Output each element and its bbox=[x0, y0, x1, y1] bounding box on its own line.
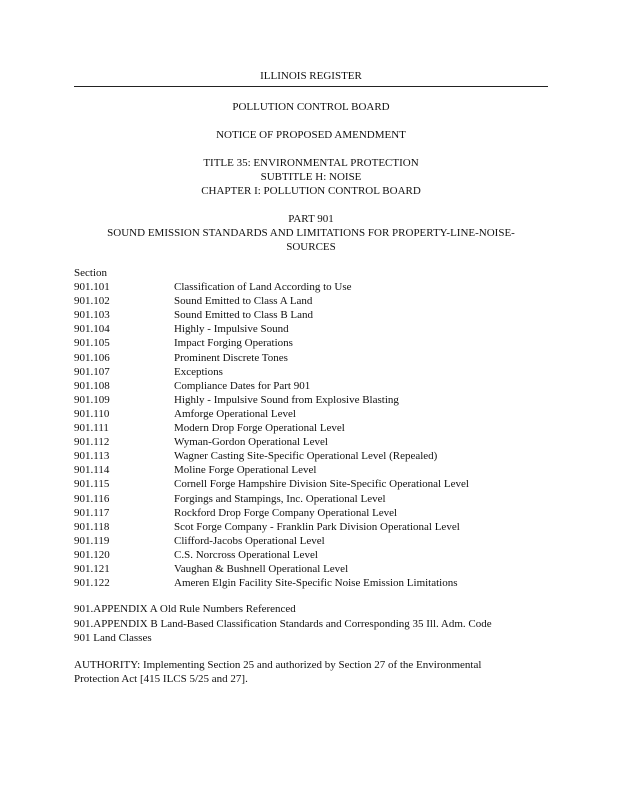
section-title: Cornell Forge Hampshire Division Site-Specific Operational Level bbox=[174, 478, 469, 491]
section-title: Ameren Elgin Facility Site-Specific Noise Emission Limitations bbox=[174, 577, 458, 590]
authority-line2: Protection Act [415 ILCS 5/25 and 27]. bbox=[74, 673, 248, 685]
section-title: Sound Emitted to Class B Land bbox=[174, 309, 314, 322]
toc-row bbox=[74, 493, 548, 507]
toc-row bbox=[74, 394, 548, 408]
section-title: Vaughan & Bushnell Operational Level bbox=[174, 562, 349, 575]
section-number: 901.104 bbox=[74, 323, 110, 336]
toc-row bbox=[74, 309, 548, 323]
board-name: POLLUTION CONTROL BOARD bbox=[232, 101, 390, 113]
section-title: Modern Drop Forge Operational Level bbox=[174, 422, 345, 435]
table-of-contents bbox=[74, 267, 548, 591]
section-title: Wagner Casting Site-Specific Operational Level (Repealed) bbox=[174, 450, 438, 463]
section-title: Highly - Impulsive Sound from Explosive Blasting bbox=[174, 393, 399, 406]
toc-row bbox=[74, 464, 548, 478]
section-number: 901.115 bbox=[74, 478, 110, 491]
toc-row bbox=[74, 535, 548, 549]
section-title: Scot Forge Company - Franklin Park Division Operational Level bbox=[174, 520, 460, 533]
section-number: 901.105 bbox=[74, 337, 110, 350]
section-title: Wyman-Gordon Operational Level bbox=[174, 436, 328, 449]
section-number: 901.120 bbox=[74, 548, 110, 561]
chapter-line: CHAPTER I: POLLUTION CONTROL BOARD bbox=[201, 185, 421, 197]
toc-label: Section bbox=[74, 267, 107, 279]
appendix-a: 901.APPENDIX A Old Rule Numbers Referenced bbox=[74, 603, 296, 615]
section-number: 901.118 bbox=[74, 520, 110, 533]
title-line: TITLE 35: ENVIRONMENTAL PROTECTION bbox=[203, 157, 419, 169]
toc-row bbox=[74, 366, 548, 380]
part-heading-line2: SOURCES bbox=[286, 241, 336, 253]
toc-row bbox=[74, 337, 548, 351]
section-title: Sound Emitted to Class A Land bbox=[174, 295, 313, 308]
section-number: 901.110 bbox=[74, 407, 110, 420]
section-number: 901.106 bbox=[74, 351, 110, 364]
section-title: C.S. Norcross Operational Level bbox=[174, 548, 318, 561]
toc-row bbox=[74, 577, 548, 591]
toc-row bbox=[74, 507, 548, 521]
section-number: 901.109 bbox=[74, 393, 110, 406]
toc-row bbox=[74, 422, 548, 436]
section-number: 901.116 bbox=[74, 492, 110, 505]
section-title: Clifford-Jacobs Operational Level bbox=[174, 534, 325, 547]
appendix-b-line1: 901.APPENDIX B Land-Based Classification Standards and Corresponding 35 Ill. Adm. Code bbox=[74, 618, 492, 630]
section-title: Exceptions bbox=[174, 365, 223, 378]
toc-row bbox=[74, 450, 548, 464]
toc-row bbox=[74, 323, 548, 337]
toc-row bbox=[74, 281, 548, 295]
section-number: 901.101 bbox=[74, 281, 110, 294]
section-title: Compliance Dates for Part 901 bbox=[174, 379, 311, 392]
toc-row bbox=[74, 549, 548, 563]
section-number: 901.108 bbox=[74, 379, 110, 392]
part-number: PART 901 bbox=[288, 213, 334, 225]
section-number: 901.119 bbox=[74, 534, 110, 547]
section-number: 901.121 bbox=[74, 562, 110, 575]
toc-row bbox=[74, 352, 548, 366]
section-number: 901.117 bbox=[74, 506, 110, 519]
section-title: Rockford Drop Forge Company Operational Level bbox=[174, 506, 398, 519]
part-heading-line1: SOUND EMISSION STANDARDS AND LIMITATIONS FOR PROPERTY-LINE-NOISE- bbox=[107, 227, 515, 239]
toc-row bbox=[74, 563, 548, 577]
section-number: 901.122 bbox=[74, 577, 110, 590]
section-number: 901.107 bbox=[74, 365, 110, 378]
register-title: ILLINOIS REGISTER bbox=[260, 70, 362, 82]
section-number: 901.113 bbox=[74, 450, 110, 463]
appendix-b-line2: 901 Land Classes bbox=[74, 632, 152, 644]
toc-row bbox=[74, 436, 548, 450]
header-divider bbox=[74, 86, 548, 87]
section-number: 901.112 bbox=[74, 436, 110, 449]
subtitle-line: SUBTITLE H: NOISE bbox=[260, 171, 362, 183]
section-title: Prominent Discrete Tones bbox=[174, 351, 288, 364]
section-number: 901.103 bbox=[74, 309, 110, 322]
section-number: 901.111 bbox=[74, 422, 109, 435]
toc-row bbox=[74, 521, 548, 535]
authority-line1: AUTHORITY: Implementing Section 25 and authorized by Section 27 of the Environmental bbox=[74, 659, 482, 671]
section-title: Forgings and Stampings, Inc. Operational Level bbox=[174, 492, 386, 505]
toc-row bbox=[74, 478, 548, 492]
notice-title: NOTICE OF PROPOSED AMENDMENT bbox=[216, 129, 406, 141]
section-title: Classification of Land According to Use bbox=[174, 281, 352, 294]
section-title: Impact Forging Operations bbox=[174, 337, 293, 350]
toc-row bbox=[74, 295, 548, 309]
section-title: Highly - Impulsive Sound bbox=[174, 323, 289, 336]
section-number: 901.114 bbox=[74, 464, 110, 477]
toc-row bbox=[74, 380, 548, 394]
section-title: Amforge Operational Level bbox=[174, 407, 296, 420]
section-title: Moline Forge Operational Level bbox=[174, 464, 317, 477]
toc-row bbox=[74, 408, 548, 422]
section-number: 901.102 bbox=[74, 295, 110, 308]
